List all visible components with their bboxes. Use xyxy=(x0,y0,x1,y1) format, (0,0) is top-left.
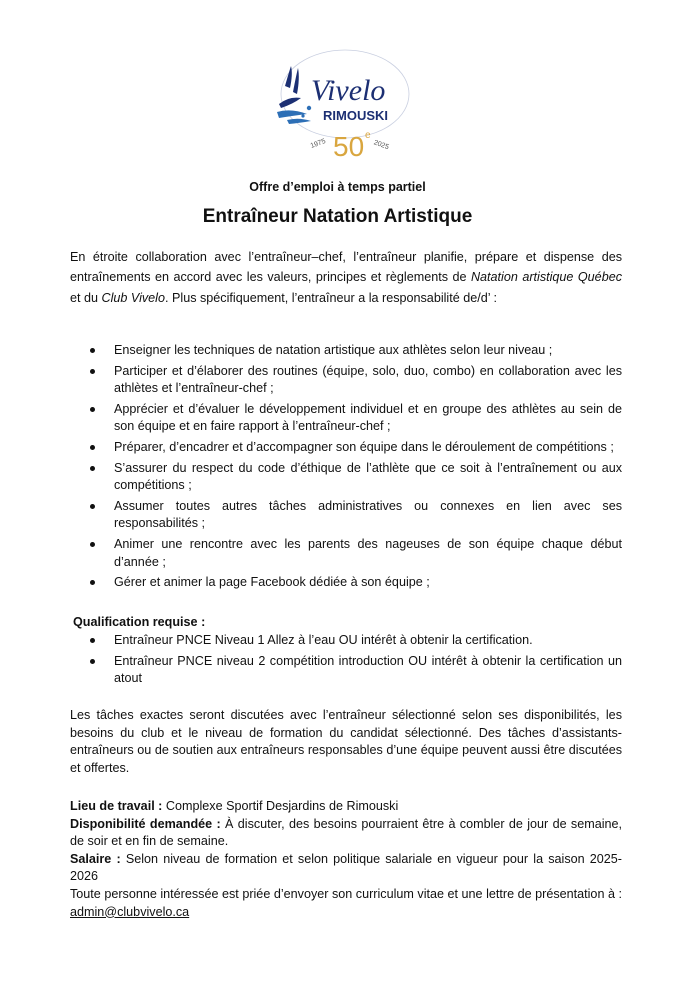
list-item xyxy=(90,342,622,360)
bullet-icon xyxy=(90,580,95,585)
duty-text: Gérer et animer la page Facebook dédiée à son équipe ; xyxy=(114,575,430,590)
salary-label: Salaire : xyxy=(70,851,121,866)
availability-value: À discuter, des besoins pourraient être à combler de jour de semaine, de soir et en fin de semaine. xyxy=(70,816,623,849)
availability-label: Disponibilité demandée : xyxy=(70,816,221,831)
qualification-text: Entraîneur PNCE niveau 2 compétition introduction OU intérêt à obtenir la certification un atout xyxy=(114,653,622,686)
location-line xyxy=(70,798,622,816)
logo-name: Vivelo xyxy=(311,74,386,107)
bullet-icon xyxy=(90,445,95,450)
list-item xyxy=(90,653,622,688)
duty-text: Participer et d’élaborer des routines (équipe, solo, duo, combo) en collaboration avec les athlètes et l’entraîneur-chef ; xyxy=(114,363,622,396)
duty-text: Animer une rencontre avec les parents des nageuses de son équipe chaque début d’année ; xyxy=(114,536,622,569)
bullet-icon xyxy=(90,348,95,353)
tasks-paragraph: Les tâches exactes seront discutées avec l’entraîneur sélectionné selon ses disponibilités, les besoins du club et le niveau de formation du candidat sélectionné. Des tâches d’assistants-entraîneurs ou de soutien aux entraîneurs responsables d’une équipe peuvent aussi être discutées et offertes. xyxy=(70,708,622,775)
bullet-icon xyxy=(90,466,95,471)
logo-year-start: 1975 xyxy=(309,138,327,150)
bullet-icon xyxy=(90,638,95,643)
job-info xyxy=(70,798,622,921)
qualifications-heading: Qualification requise : xyxy=(73,615,206,629)
location-label: Lieu de travail : xyxy=(70,799,163,813)
qualifications-list xyxy=(90,632,622,691)
job-type: Offre d’emploi à temps partiel xyxy=(249,180,426,194)
duty-text: S’assurer du respect du code d’éthique de l’athlète que ce soit à l’entraînement ou aux compétitions ; xyxy=(114,460,622,493)
bullet-icon xyxy=(90,659,95,664)
list-item xyxy=(90,632,622,650)
contact-text: Toute personne intéressée est priée d’envoyer son curriculum vitae et une lettre de présentation à : xyxy=(70,886,622,901)
intro-part-1: En étroite collaboration avec l’entraîneur–chef, l’entraîneur planifie, prépare et dispense des entraînements en accord avec les valeurs, principes et règlements de xyxy=(70,250,622,285)
intro-part-3: . Plus spécifiquement, l’entraîneur a la responsabilité de/d’ : xyxy=(165,290,498,305)
duty-text: Préparer, d’encadrer et d’accompagner son équipe dans le déroulement de compétitions ; xyxy=(114,439,614,454)
qualification-text: Entraîneur PNCE Niveau 1 Allez à l’eau OU intérêt à obtenir la certification. xyxy=(114,633,533,647)
location-value: Complexe Sportif Desjardins de Rimouski xyxy=(162,799,399,813)
intro-org-1: Natation artistique Québec xyxy=(470,270,622,285)
salary-value: Selon niveau de formation et selon politique salariale en vigueur pour la saison 2025-2026 xyxy=(70,851,622,884)
email-link[interactable]: admin@clubvivelo.ca xyxy=(70,904,190,919)
salary-line xyxy=(70,851,622,886)
list-item xyxy=(90,536,622,571)
bullet-icon xyxy=(90,369,95,374)
bullet-icon xyxy=(90,504,95,509)
intro-org-2: Club Vivelo xyxy=(101,290,165,305)
list-item xyxy=(90,574,622,592)
bullet-icon xyxy=(90,542,95,547)
duties-list xyxy=(90,342,622,595)
bullet-icon xyxy=(90,407,95,412)
list-item xyxy=(90,460,622,495)
duty-text: Enseigner les techniques de natation artistique aux athlètes selon leur niveau ; xyxy=(114,343,553,357)
logo-anniversary: 50 xyxy=(333,131,365,162)
duty-text: Apprécier et d’évaluer le développement individuel et en groupe des athlètes au sein de son équipe et en faire rapport à l’entraîneur-chef ; xyxy=(114,401,622,434)
intro-paragraph xyxy=(70,247,622,308)
list-item xyxy=(90,498,622,533)
availability-line xyxy=(70,816,622,851)
vivelo-logo xyxy=(265,46,415,171)
intro-part-2: et du xyxy=(70,290,102,305)
contact-line xyxy=(70,886,622,921)
logo-year-end: 2025 xyxy=(372,139,390,152)
logo-anniversary-suffix: e xyxy=(365,130,371,141)
duty-text: Assumer toutes autres tâches administratives ou connexes en lien avec ses responsabilités ; xyxy=(114,498,622,531)
list-item xyxy=(90,363,622,398)
page-title: Entraîneur Natation Artistique xyxy=(202,206,473,227)
logo-city: RIMOUSKI xyxy=(323,108,388,123)
list-item xyxy=(90,401,622,436)
list-item xyxy=(90,439,622,457)
